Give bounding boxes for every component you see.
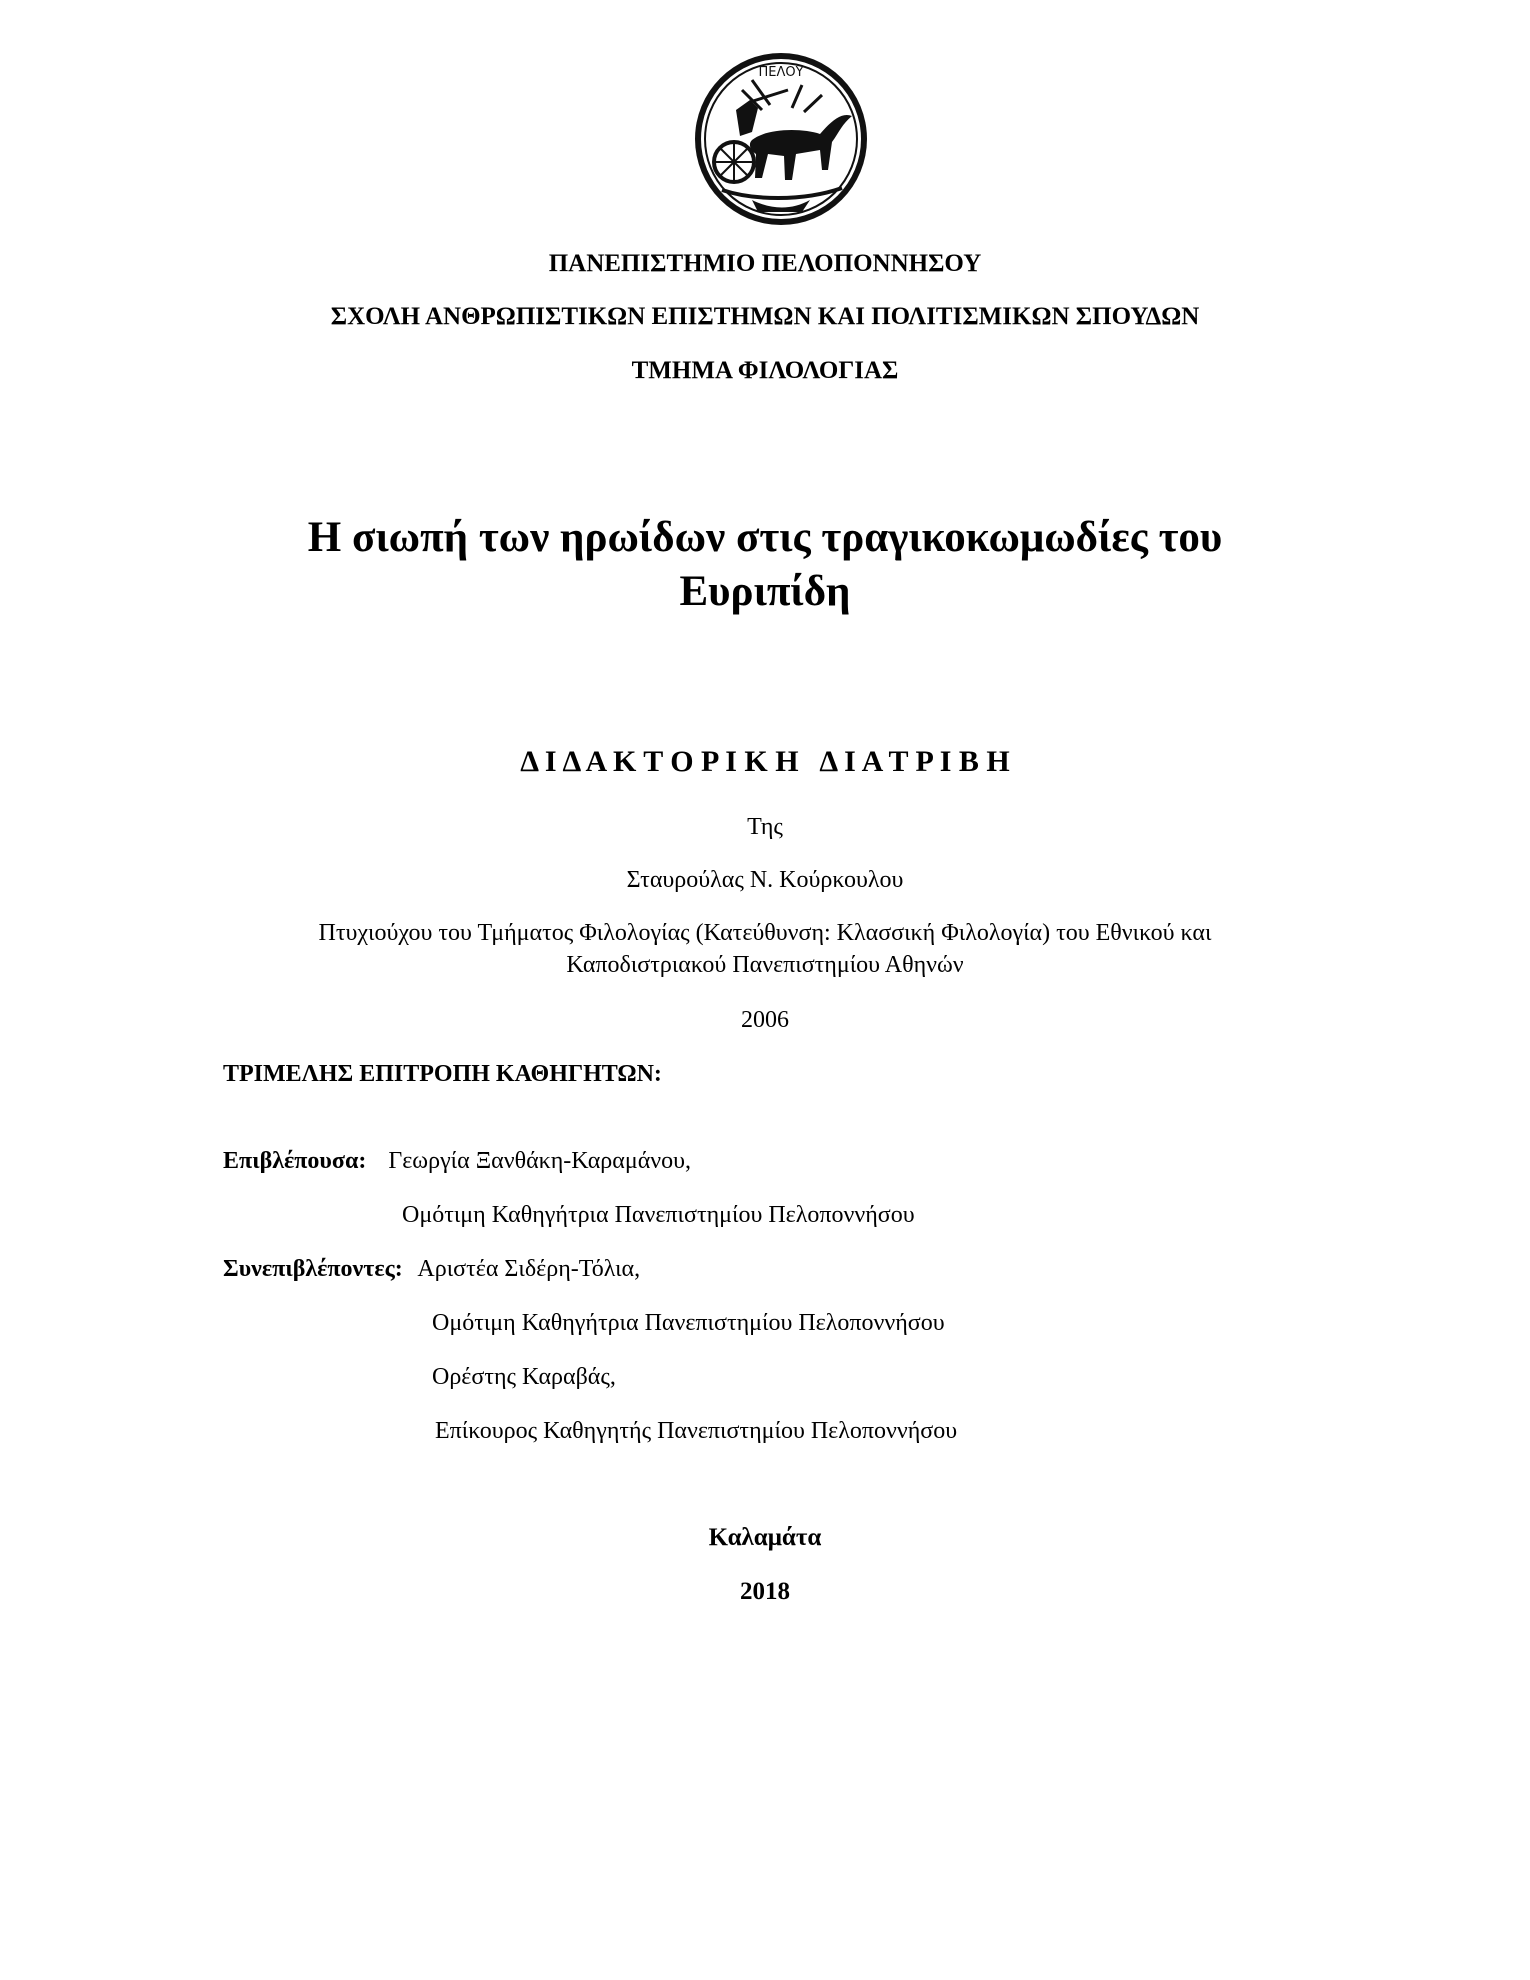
university-name: ΠΑΝΕΠΙΣΤΗΜΙΟ ΠΕΛΟΠΟΝΝΗΣΟΥ	[548, 250, 982, 277]
author-name: Σταυρούλας Ν. Κούρκουλου	[626, 867, 904, 893]
cosupervisors-label: Συνεπιβλέποντες:	[223, 1256, 403, 1282]
supervisor-label: Επιβλέπουσα:	[223, 1148, 367, 1174]
thesis-type: Δ Ι Δ Α Κ Τ Ο Ρ Ι Κ Η Δ Ι Α Τ Ρ Ι Β Η	[520, 745, 1010, 778]
degree-line2: Καποδιστριακού Πανεπιστημίου Αθηνών	[566, 952, 964, 978]
thesis-title-line1: Η σιωπή των ηρωίδων στις τραγικοκωμωδίες του	[307, 514, 1223, 561]
member2-title: Επίκουρος Καθηγητής Πανεπιστημίου Πελοποννήσου	[435, 1418, 958, 1444]
degree-year: 2006	[741, 1007, 789, 1033]
thesis-title-line2: Ευριπίδη	[679, 568, 851, 615]
place: Καλαμάτα	[708, 1524, 822, 1551]
university-seal-icon	[692, 50, 870, 228]
member1-name: Αριστέα Σιδέρη-Τόλια,	[417, 1256, 641, 1282]
department-name: ΤΜΗΜΑ ΦΙΛΟΛΟΓΙΑΣ	[631, 357, 899, 384]
member1-title: Ομότιμη Καθηγήτρια Πανεπιστημίου Πελοποννήσου	[432, 1310, 945, 1336]
committee-heading: ΤΡΙΜΕΛΗΣ ΕΠΙΤΡΟΠΗ ΚΑΘΗΓΗΤΩΝ:	[223, 1061, 662, 1087]
of-label: Της	[747, 814, 783, 840]
school-name: ΣΧΟΛΗ ΑΝΘΡΩΠΙΣΤΙΚΩΝ ΕΠΙΣΤΗΜΩΝ ΚΑΙ ΠΟΛΙΤΙΣΜΙΚΩΝ ΣΠΟΥΔΩΝ	[330, 303, 1200, 330]
supervisor-title: Ομότιμη Καθηγήτρια Πανεπιστημίου Πελοποννήσου	[402, 1202, 915, 1228]
degree-line1: Πτυχιούχου του Τμήματος Φιλολογίας (Κατεύθυνση: Κλασσική Φιλολογία) του Εθνικού και	[318, 920, 1212, 946]
publication-year: 2018	[740, 1578, 790, 1605]
cosupervisors-row	[223, 1256, 640, 1283]
supervisor-name: Γεωργία Ξανθάκη-Καραμάνου,	[388, 1148, 692, 1174]
seal-legend: ΠΕΛΟΥ	[758, 65, 804, 80]
member2-name: Ορέστης Καραβάς,	[432, 1364, 616, 1390]
supervisor-row	[223, 1148, 691, 1175]
